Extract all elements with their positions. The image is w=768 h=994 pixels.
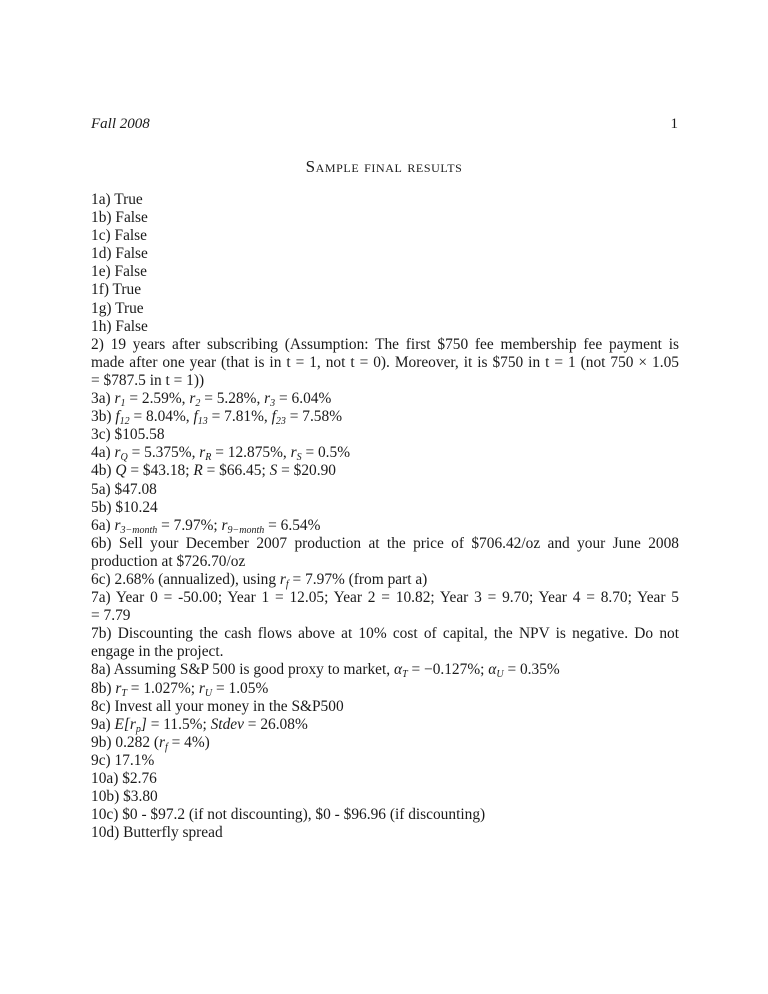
answer-7a-line2: = 7.79 [91, 607, 131, 625]
answer-5a: 5a) $47.08 [91, 480, 157, 498]
answer-10c: 10c) $0 - $97.2 (if not discounting), $0 - $96.96 (if discounting) [91, 806, 486, 824]
answer-3b: 3b) $f_{12} = 8.04\%$, $f_{13} = 7.81\%$, $f_{23} = 7.58\%$ [91, 408, 343, 428]
answer-2-line3: = $787.5 in t = 1)) [91, 371, 205, 389]
answer-8a: 8a) Assuming S&P 500 is good proxy to market, $\alpha_T = -0.127\%$; $\alpha_U = 0.35\%$ [91, 661, 560, 681]
answer-8b: 8b) $r_T = 1.027\%$; $r_U = 1.05\%$ [91, 679, 269, 699]
answer-7a-line1: 7a) Year 0 = -50.00; Year 1 = 12.05; Year 2 = 10.82; Year 3 = 9.70; Year 4 = 8.70; Year 5 [91, 589, 680, 607]
answer-10d: 10d) Butterfly spread [91, 824, 223, 842]
answer-7b-line1: 7b) Discounting the cash flows above at 10% cost of capital, the NPV is negative. Do not [91, 625, 679, 643]
answer-7b-line2: engage in the project. [91, 643, 224, 661]
answer-10a: 10a) $2.76 [91, 770, 157, 787]
answer-10b: 10b) $3.80 [91, 788, 158, 806]
course-term: Fall 2008 [91, 116, 150, 132]
answer-2-line2: made after one year (that is in t = 1, not t = 0). Moreover, it is $750 in t = 1 (not 750 × 1.05 [91, 353, 679, 371]
answer-list [91, 191, 679, 842]
page-number: 1 [670, 116, 678, 132]
answer-6b-line2: production at $726.70/oz [91, 552, 246, 570]
answer-1c: 1c) False [91, 227, 148, 245]
answer-3a: 3a) $r_1 = 2.59\%$, $r_2 = 5.28\%$, $r_3 = 6.04\%$ [91, 390, 332, 410]
answer-1h: 1h) False [91, 317, 148, 335]
answer-6c: 6c) 2.68% (annualized), using $r_f = 7.97\%$ (from part a) [91, 570, 428, 590]
answer-5b: 5b) $10.24 [91, 498, 158, 516]
answer-1d: 1d) False [91, 245, 148, 263]
answer-1a: 1a) True [91, 191, 143, 208]
answer-2-line1: 2) 19 years after subscribing (Assumption: The first $750 fee membership fee payment is [91, 335, 679, 353]
answer-6a: 6a) $r_{3-month} = 7.97\%$; $r_{9-month} = 6.54\%$ [91, 516, 321, 536]
document-title: Sample final results [305, 157, 463, 176]
page-header [91, 116, 678, 136]
answer-1g: 1g) True [91, 299, 144, 317]
answer-1b: 1b) False [91, 209, 148, 227]
answer-4b: 4b) Q = $43.18; R = $66.45; S = $20.90 [91, 462, 336, 480]
answer-1e: 1e) False [91, 263, 148, 281]
answer-9b: 9b) 0.282 $(r_f = 4\%)$ [91, 733, 210, 753]
answer-1f: 1f) True [91, 281, 142, 299]
answer-8c: 8c) Invest all your money in the S&P500 [91, 697, 344, 715]
answer-9a: 9a) $E[r_p] = 11.5\%$; Stdev = 26.08% [91, 715, 308, 735]
answer-9c: 9c) 17.1% [91, 751, 155, 769]
answer-4a: 4a) $r_Q = 5.375\%$, $r_R = 12.875\%$, $r_S = 0.5\%$ [91, 444, 351, 464]
answer-6b-line1: 6b) Sell your December 2007 production at the price of $706.42/oz and your June 2008 [91, 534, 679, 552]
answer-3c: 3c) $105.58 [91, 426, 165, 444]
